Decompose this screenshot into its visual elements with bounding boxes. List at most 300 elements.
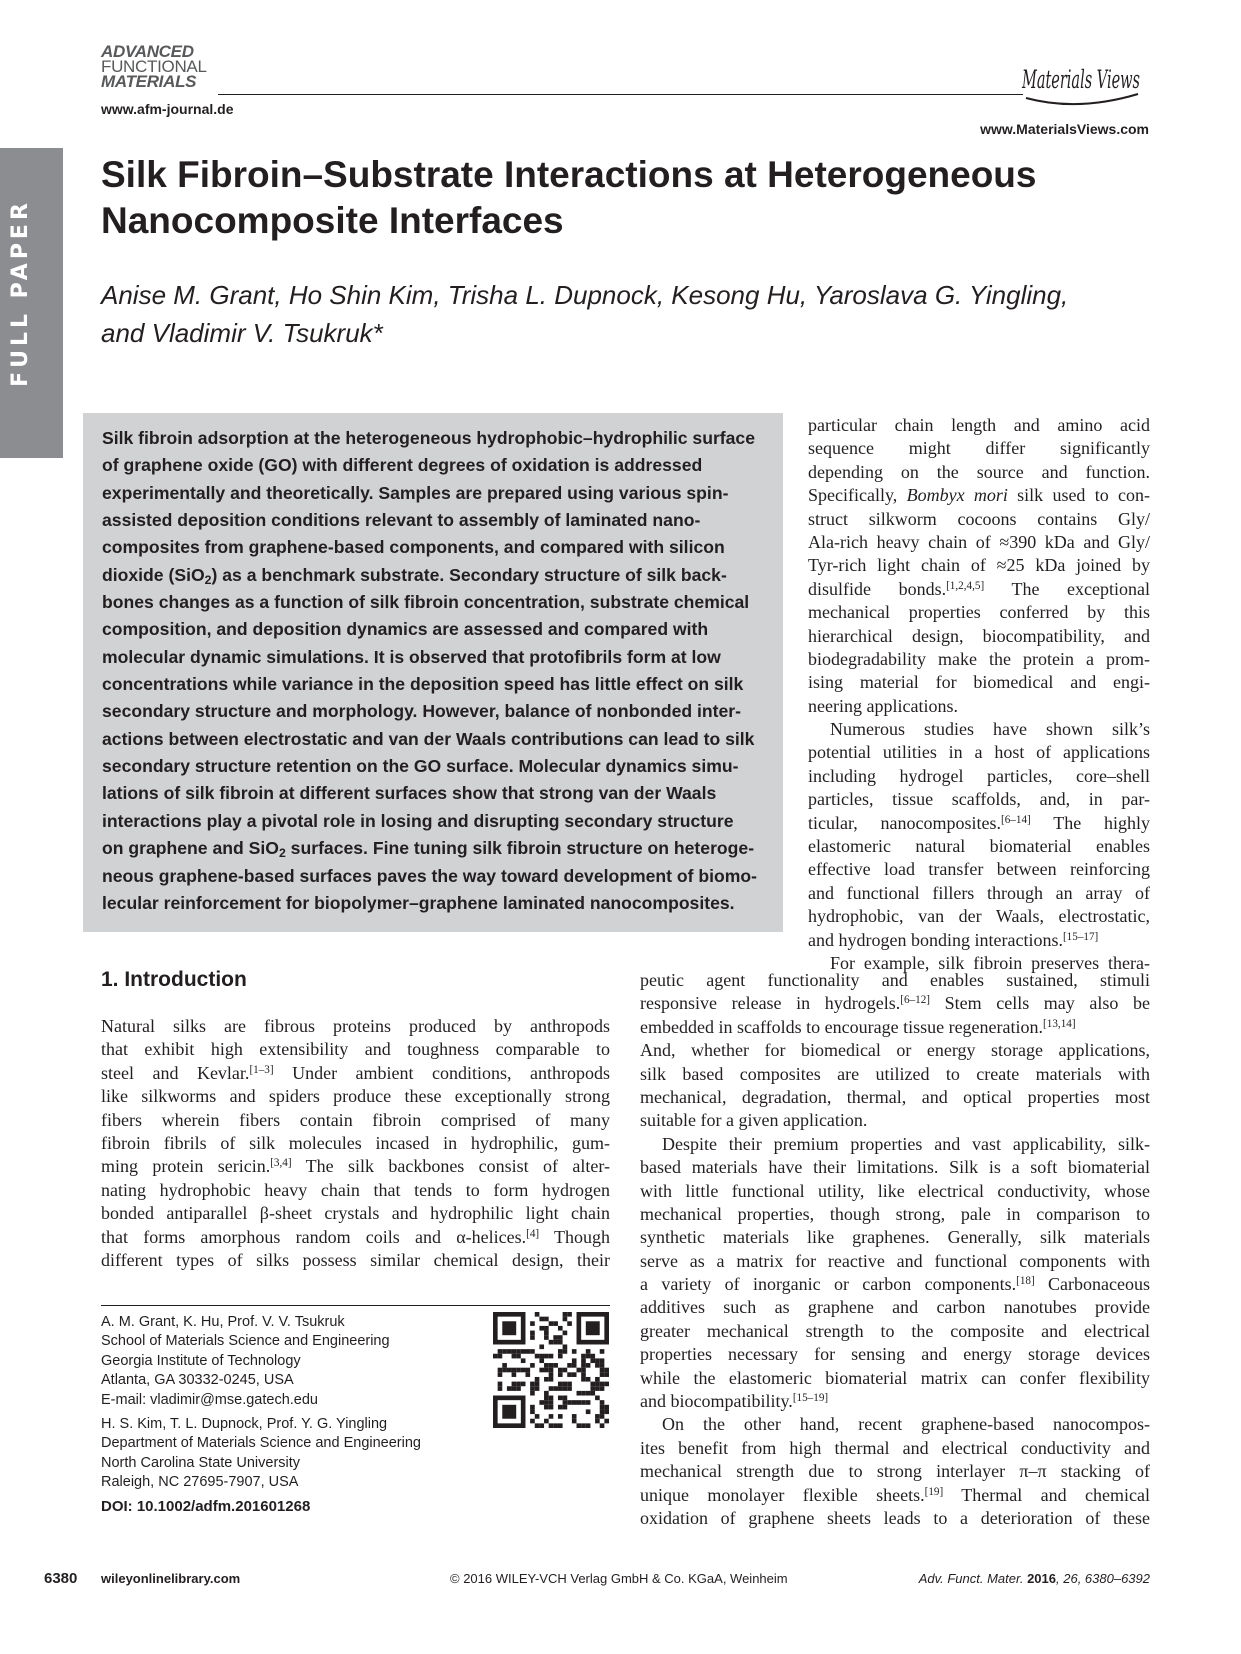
qr-module [577, 1400, 582, 1405]
text-line [640, 1273, 1150, 1296]
qr-module [544, 1326, 549, 1331]
qr-module [590, 1386, 595, 1391]
citation-reference[interactable]: [3,4] [270, 1157, 292, 1170]
qr-module [563, 1344, 568, 1349]
qr-module [577, 1423, 582, 1428]
qr-module [577, 1391, 582, 1396]
qr-module [581, 1423, 586, 1428]
qr-code-icon[interactable] [493, 1312, 609, 1428]
qr-module [563, 1312, 568, 1317]
citation-reference[interactable]: [1–3] [249, 1063, 274, 1076]
qr-module [549, 1363, 554, 1368]
text-line: effective load transfer between reinforcing [808, 859, 1150, 880]
text-segment: ) as a benchmark substrate. Secondary structure of silk back- [211, 564, 727, 585]
text-segment: on graphene and SiO [102, 838, 279, 859]
qr-module [604, 1419, 609, 1424]
qr-module [604, 1405, 609, 1410]
qr-module [604, 1372, 609, 1377]
text-line: depending on the source and function. [808, 461, 1150, 482]
text-line: mechanical properties conferred by this [808, 602, 1150, 623]
qr-module [539, 1400, 544, 1405]
text-line: Numerous studies have shown silk’s [830, 719, 1150, 740]
qr-module [600, 1414, 605, 1419]
footer-site-link[interactable]: wileyonlinelibrary.com [101, 1571, 241, 1586]
text-line: On the other hand, recent graphene-based nanocompos- [662, 1414, 1150, 1435]
qr-module [507, 1386, 512, 1391]
qr-module [535, 1312, 540, 1317]
qr-module [544, 1391, 549, 1396]
qr-module [581, 1372, 586, 1377]
text-segment: responsive release in hydrogels. [640, 993, 901, 1014]
qr-module [595, 1358, 600, 1363]
qr-module [586, 1377, 591, 1382]
qr-module [549, 1405, 554, 1410]
text-line: Despite their premium properties and vast applicability, silk- [662, 1133, 1150, 1154]
qr-module [595, 1386, 600, 1391]
italic-text: Bombyx mori [906, 485, 1008, 506]
abstract-line: secondary structure retention on the GO surface. Molecular dynamics simu- [102, 756, 739, 777]
qr-module [502, 1363, 507, 1368]
qr-module [549, 1368, 554, 1373]
qr-module [502, 1349, 507, 1354]
side-tab-label: FULL PAPER [8, 199, 33, 387]
qr-module [512, 1386, 517, 1391]
qr-module [600, 1358, 605, 1363]
qr-module [567, 1372, 572, 1377]
text-line: hierarchical design, biocompatibility, and [808, 625, 1150, 646]
qr-module [498, 1368, 503, 1373]
text-line: elastomeric natural biomaterial enables [808, 836, 1150, 857]
affiliation-line: Raleigh, NC 27695-7907, USA [101, 1474, 299, 1491]
author-affiliations [101, 1313, 461, 1498]
qr-module [572, 1372, 577, 1377]
citation-volume: 26 [1063, 1571, 1078, 1586]
qr-module [600, 1400, 605, 1405]
qr-module [586, 1321, 600, 1335]
qr-module [553, 1386, 558, 1391]
text-segment: The silk backbones consist of alter- [291, 1156, 611, 1177]
subscript: 2 [278, 846, 286, 861]
qr-module [558, 1386, 563, 1391]
qr-module [512, 1368, 517, 1373]
qr-module [595, 1419, 600, 1424]
qr-module [558, 1326, 563, 1331]
abstract-box [83, 413, 783, 932]
qr-module [539, 1368, 544, 1373]
text-line: while the elastomeric biomaterial matrix can confer flexibility [640, 1367, 1150, 1388]
text-line: struct silkworm cocoons contains Gly/ [808, 508, 1150, 529]
text-segment: Specifically, [808, 485, 907, 506]
qr-module [558, 1368, 563, 1373]
affiliation-line[interactable]: E-mail: vladimir@mse.gatech.edu [101, 1391, 318, 1408]
qr-module [539, 1358, 544, 1363]
qr-module [558, 1354, 563, 1359]
qr-module [567, 1400, 572, 1405]
qr-module [535, 1354, 540, 1359]
text-line: particles, tissue scaffolds, and, in par- [808, 789, 1150, 810]
affiliation-line: School of Materials Science and Engineering [101, 1333, 390, 1350]
journal-logo-line: ADVANCED [101, 42, 194, 61]
qr-module [530, 1386, 535, 1391]
subscript: 2 [204, 572, 212, 587]
qr-module [572, 1400, 577, 1405]
text-line: suitable for a given application. [640, 1110, 868, 1131]
section-heading-introduction: 1. Introduction [101, 968, 247, 991]
text-line: mechanical, degradation, thermal, and optical properties most [640, 1086, 1150, 1107]
text-line [101, 1062, 610, 1085]
qr-module [539, 1344, 544, 1349]
qr-module [586, 1363, 591, 1368]
qr-module [549, 1354, 554, 1359]
citation-pages: , 6380–6392 [1077, 1571, 1150, 1586]
qr-module [581, 1391, 586, 1396]
qr-module [498, 1386, 503, 1391]
qr-module [604, 1382, 609, 1387]
qr-module [595, 1396, 600, 1401]
qr-module [581, 1363, 586, 1368]
text-line: sequence might differ significantly [808, 438, 1150, 459]
text-segment: surfaces. Fine tuning silk fibroin structure on heteroge- [285, 838, 755, 859]
text-segment: unique monolayer flexible sheets. [640, 1484, 925, 1505]
citation-reference[interactable]: [15–17] [1062, 930, 1099, 943]
affiliation-line: Atlanta, GA 30332-0245, USA [101, 1372, 294, 1389]
qr-module [493, 1354, 498, 1359]
text-line [808, 578, 1150, 601]
qr-module [544, 1354, 549, 1359]
qr-module [595, 1414, 600, 1419]
qr-module [572, 1363, 577, 1368]
qr-module [539, 1354, 544, 1359]
article-title [101, 152, 1101, 244]
text-line: different types of silks possess similar chemical design, their [101, 1249, 610, 1270]
qr-module [530, 1331, 535, 1336]
text-segment: steel and Kevlar. [101, 1062, 250, 1083]
text-segment: a variety of inorganic or carbon components. [640, 1274, 1017, 1295]
qr-module [604, 1368, 609, 1373]
affiliation-line: H. S. Kim, T. L. Dupnock, Prof. Y. G. Yingling [101, 1416, 388, 1433]
qr-module [567, 1312, 572, 1317]
qr-module [525, 1372, 530, 1377]
abstract-text [102, 425, 783, 917]
text-line: that exhibit high extensibility and toughness comparable to [101, 1039, 610, 1060]
qr-module [512, 1349, 517, 1354]
text-line: fibers wherein fibers contain fibroin comprised of many [101, 1109, 610, 1130]
footer-copyright: © 2016 WILEY-VCH Verlag GmbH & Co. KGaA, Weinheim [450, 1571, 788, 1586]
text-line: serve as a matrix for reactive and functional components with [640, 1250, 1150, 1271]
qr-module [535, 1377, 540, 1382]
text-line: And, whether for biomedical or energy storage applications, [640, 1040, 1150, 1061]
abstract-line: lations of silk fibroin at different surfaces show that strong van der Waals [102, 783, 717, 804]
doi-label[interactable]: DOI: 10.1002/adfm.201601268 [101, 1498, 311, 1515]
abstract-line: concentrations while variance in the deposition speed has little effect on silk [102, 674, 744, 695]
text-segment: embedded in scaffolds to encourage tissue regeneration. [640, 1016, 1044, 1037]
text-segment: and hydrogen bonding interactions. [808, 929, 1063, 950]
qr-module [525, 1368, 530, 1373]
citation-reference[interactable]: [13,14] [1043, 1017, 1076, 1030]
publisher-logo-text: Materials Views [1021, 65, 1140, 94]
qr-module [535, 1382, 540, 1387]
qr-module [600, 1382, 605, 1387]
qr-module [563, 1386, 568, 1391]
citation-reference[interactable]: [6–12] [900, 994, 930, 1007]
qr-module [586, 1400, 591, 1405]
qr-module [563, 1317, 568, 1322]
qr-module [572, 1349, 577, 1354]
body-text-right-column [640, 969, 1150, 1530]
qr-module [558, 1349, 563, 1354]
qr-module [577, 1368, 582, 1373]
text-line: ites benefit from high thermal and electrical conductivity and [640, 1437, 1150, 1458]
abstract-line: secondary structure and morphology. However, balance of nonbonded inter- [102, 701, 742, 722]
qr-module [549, 1372, 554, 1377]
text-line: fibroin fibrils of silk molecules incased in hydrophilic, gum- [101, 1132, 610, 1153]
text-line: nating hydrophobic heavy chain that tends to form hydrogen [101, 1179, 610, 1200]
qr-module [530, 1363, 535, 1368]
author-line: and Vladimir V. Tsukruk* [101, 318, 383, 348]
qr-module [586, 1409, 591, 1414]
qr-module [572, 1414, 577, 1419]
qr-module [581, 1354, 586, 1359]
qr-module [549, 1340, 554, 1345]
qr-module [600, 1405, 605, 1410]
qr-module [544, 1368, 549, 1373]
text-line: peutic agent functionality and enables sustained, stimuli [640, 970, 1150, 990]
author-list [101, 276, 1151, 352]
affiliation-line: Georgia Institute of Technology [101, 1352, 301, 1369]
text-segment: ticular, nanocomposites. [808, 812, 1002, 833]
text-line: neering applications. [808, 695, 958, 716]
qr-module [535, 1414, 540, 1419]
page-number: 6380 [44, 1570, 78, 1587]
qr-module [553, 1335, 558, 1340]
citation-reference[interactable]: [6–14] [1001, 813, 1031, 826]
text-line: ising material for biomedical and engi- [808, 672, 1150, 693]
qr-module [586, 1354, 591, 1359]
qr-module [567, 1386, 572, 1391]
body-text-right-column-top [808, 414, 1150, 975]
qr-module [604, 1409, 609, 1414]
qr-module [516, 1354, 521, 1359]
qr-module [535, 1386, 540, 1391]
abstract-line [102, 562, 783, 589]
qr-module [502, 1368, 507, 1373]
qr-module [595, 1363, 600, 1368]
abstract-line: molecular dynamic simulations. It is observed that protofibrils form at low [102, 646, 721, 667]
text-line: Ala-rich heavy chain of ≈390 kDa and Gly/ [808, 531, 1150, 552]
abstract-line: assisted deposition conditions relevant to assembly of laminated nano- [102, 510, 701, 531]
abstract-line: Silk fibroin adsorption at the heterogeneous hydrophobic–hydrophilic surface [102, 428, 756, 448]
qr-module [558, 1423, 563, 1428]
qr-module [530, 1391, 535, 1396]
qr-module [586, 1349, 591, 1354]
qr-module [590, 1391, 595, 1396]
text-line: mechanical strength due to strong interlayer π–π stacking of [640, 1461, 1150, 1482]
text-line [808, 812, 1150, 835]
qr-module [572, 1358, 577, 1363]
text-line [640, 1390, 1150, 1413]
qr-module [553, 1423, 558, 1428]
qr-module [558, 1335, 563, 1340]
citation-reference[interactable]: [18] [1016, 1274, 1035, 1287]
qr-module [558, 1372, 563, 1377]
qr-module [558, 1382, 563, 1387]
qr-module [530, 1382, 535, 1387]
footer-citation: Adv. Funct. Mater. 2016, 26, 6380–6392 [918, 1571, 1150, 1586]
qr-module [549, 1321, 554, 1326]
qr-module [553, 1321, 558, 1326]
qr-module [590, 1382, 595, 1387]
qr-module [502, 1321, 516, 1335]
qr-module [544, 1405, 549, 1410]
text-line: with little functional utility, like electrical conductivity, whose [640, 1180, 1150, 1201]
header-rule [218, 94, 1023, 95]
qr-module [521, 1358, 526, 1363]
journal-logo-line: MATERIALS [101, 72, 197, 91]
qr-module [581, 1358, 586, 1363]
page-footer [0, 1570, 1241, 1594]
abstract-line: lecular reinforcement for biopolymer–graphene laminated nanocomposites. [102, 892, 735, 913]
qr-module [521, 1382, 526, 1387]
citation-reference[interactable]: [4] [526, 1227, 540, 1240]
qr-module [590, 1354, 595, 1359]
text-line: hydrophobic, van der Waals, electrostatic, [808, 906, 1150, 927]
qr-module [600, 1386, 605, 1391]
qr-module [544, 1335, 549, 1340]
qr-module [600, 1368, 605, 1373]
text-segment: Under ambient conditions, anthropods [273, 1062, 610, 1083]
qr-module [498, 1382, 503, 1387]
qr-module [507, 1368, 512, 1373]
publisher-logo-swoosh [1026, 94, 1138, 104]
citation-reference[interactable]: [15–19] [792, 1391, 829, 1404]
qr-module [498, 1349, 503, 1354]
text-line [101, 1155, 610, 1178]
qr-module [572, 1419, 577, 1424]
qr-module [530, 1335, 535, 1340]
qr-module [586, 1423, 591, 1428]
qr-module [563, 1405, 568, 1410]
qr-module [539, 1326, 544, 1331]
abstract-line: experimentally and theoretically. Samples are prepared using various spin- [102, 482, 729, 503]
qr-module [525, 1349, 530, 1354]
text-segment: Thermal and chemical [943, 1484, 1151, 1505]
qr-module [530, 1405, 535, 1410]
text-line: additives such as graphene and carbon nanotubes provide [640, 1297, 1150, 1318]
text-segment: dioxide (SiO [102, 564, 205, 585]
text-line: potential utilities in a host of applications [808, 742, 1150, 763]
abstract-line: bones changes as a function of silk fibroin concentration, substrate chemical [102, 592, 750, 613]
journal-url[interactable]: www.afm-journal.de [101, 101, 234, 117]
abstract-line: interactions play a pivotal role in losing and disrupting secondary structure [102, 810, 734, 831]
qr-module [539, 1317, 544, 1322]
text-line: based materials have their limitations. Silk is a soft biomaterial [640, 1157, 1150, 1178]
text-line [640, 1484, 1150, 1507]
qr-module [595, 1382, 600, 1387]
qr-module [563, 1349, 568, 1354]
qr-module [507, 1349, 512, 1354]
qr-module [521, 1349, 526, 1354]
qr-module [516, 1382, 521, 1387]
text-line: including hydrogel particles, core–shell [808, 765, 1150, 786]
publisher-url[interactable]: www.MaterialsViews.com [980, 121, 1149, 137]
qr-module [595, 1377, 600, 1382]
text-segment: Though [539, 1226, 611, 1247]
qr-module [558, 1340, 563, 1345]
text-segment: Carbonaceous [1034, 1274, 1151, 1295]
qr-module [516, 1386, 521, 1391]
abstract-line: neous graphene-based surfaces paves the way toward development of biomo- [102, 865, 758, 886]
abstract-line: composition, and deposition dynamics are assessed and compared with [102, 619, 709, 640]
qr-module [539, 1423, 544, 1428]
qr-module [521, 1368, 526, 1373]
qr-module [544, 1400, 549, 1405]
abstract-line: composites from graphene-based components, and compared with silicon [102, 537, 725, 558]
text-segment: ming protein sericin. [101, 1156, 271, 1177]
qr-module [544, 1419, 549, 1424]
qr-module [590, 1358, 595, 1363]
qr-module [558, 1396, 563, 1401]
qr-module [558, 1405, 563, 1410]
affiliation-line: Department of Materials Science and Engineering [101, 1435, 421, 1452]
qr-module [563, 1368, 568, 1373]
affiliation-line: North Carolina State University [101, 1454, 301, 1471]
qr-module [581, 1377, 586, 1382]
qr-module [530, 1419, 535, 1424]
text-line: particular chain length and amino acid [808, 415, 1150, 435]
qr-module [600, 1349, 605, 1354]
text-line [808, 929, 1150, 952]
citation-reference[interactable]: [1,2,4,5] [946, 579, 985, 592]
qr-module [530, 1349, 535, 1354]
text-line: Natural silks are fibrous proteins produced by anthropods [101, 1016, 610, 1036]
text-line [640, 992, 1150, 1015]
qr-module [544, 1317, 549, 1322]
text-line: For example, silk fibroin preserves thera- [830, 952, 1150, 973]
text-segment: disulfide bonds. [808, 578, 947, 599]
citation-reference[interactable]: [19] [924, 1485, 944, 1498]
qr-module [563, 1382, 568, 1387]
qr-module [563, 1396, 568, 1401]
qr-module [549, 1386, 554, 1391]
qr-module [581, 1368, 586, 1373]
qr-module [553, 1363, 558, 1368]
journal-logo-line: FUNCTIONAL [101, 57, 207, 76]
text-line [640, 1016, 1150, 1039]
text-line: oxidation of graphene sheets leads to a deterioration of these [640, 1507, 1150, 1528]
qr-module [498, 1372, 503, 1377]
qr-module [600, 1409, 605, 1414]
text-line: biodegradability make the protein a prom- [808, 648, 1150, 669]
qr-module [549, 1423, 554, 1428]
qr-module [544, 1377, 549, 1382]
qr-module [581, 1400, 586, 1405]
affiliation-line: A. M. Grant, K. Hu, Prof. V. V. Tsukruk [101, 1314, 345, 1330]
section-side-tab [0, 148, 63, 458]
text-line: silk based composites are utilized to create materials with [640, 1063, 1150, 1084]
qr-module [516, 1368, 521, 1373]
qr-module [586, 1391, 591, 1396]
qr-module [530, 1321, 535, 1326]
qr-module [549, 1396, 554, 1401]
title-line: Nanocomposite Interfaces [101, 200, 564, 241]
text-line [808, 484, 1150, 507]
qr-module [567, 1382, 572, 1387]
publisher-logo [1018, 52, 1148, 116]
qr-module [567, 1321, 572, 1326]
affiliation-block [101, 1313, 461, 1410]
affiliation-block [101, 1415, 461, 1493]
text-line [101, 1226, 610, 1249]
